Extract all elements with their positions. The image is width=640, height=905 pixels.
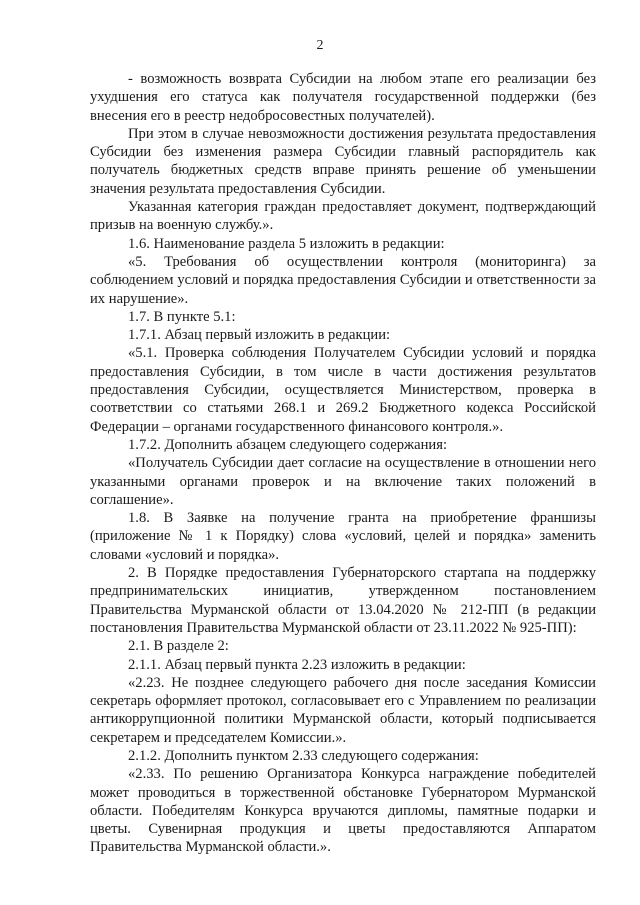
paragraph: - возможность возврата Субсидии на любом этапе его реализации без ухудшения его статуса как получателя государственной поддержки (без внесения его в реестр недобросовестных получателей). bbox=[90, 71, 596, 124]
paragraph: 2.1.2. Дополнить пунктом 2.33 следующего содержания: bbox=[128, 747, 479, 764]
paragraph: Указанная категория граждан предоставляет документ, подтверждающий призыв на военную службу.». bbox=[90, 199, 596, 234]
paragraph: «5.1. Проверка соблюдения Получателем Субсидии условий и порядка предоставления Субсидии, в том числе в части достижения результатов предоставления Субсидии, осуществляется Министерством, проверка в соответствии со статьями 268.1 и 269.2 Бюджетного кодекса Российской Федерации – органами государственного финансового контроля.». bbox=[90, 345, 596, 435]
paragraph: 2.1.1. Абзац первый пункта 2.23 изложить в редакции: bbox=[128, 656, 466, 673]
paragraph: 1.7.1. Абзац первый изложить в редакции: bbox=[128, 327, 391, 344]
paragraph: 1.7.2. Дополнить абзацем следующего содержания: bbox=[128, 436, 448, 453]
paragraph: 1.8. В Заявке на получение гранта на приобретение франшизы (приложение № 1 к Порядку) слова «условий, целей и порядка» заменить словами «условий и порядка». bbox=[90, 510, 596, 563]
paragraph: 1.6. Наименование раздела 5 изложить в редакции: bbox=[128, 235, 445, 252]
paragraph: 2. В Порядке предоставления Губернаторского стартапа на поддержку предпринимательских инициатив, утвержденном постановлением Правительства Мурманской области от 13.04.2020 № 212-ПП (в редакции постановления Правительства Мурманской области от 23.11.2022 № 925-ПП): bbox=[90, 565, 596, 636]
paragraph: 1.7. В пункте 5.1: bbox=[128, 308, 236, 325]
paragraph: «2.33. По решению Организатора Конкурса награждение победителей может проводиться в торжественной обстановке Губернатором Мурманской области. Победителям Конкурса вручаются дипломы, памятные подарки и цветы. Сувенирная продукция и цветы предоставляются Аппаратом Правительства Мурманской области.». bbox=[90, 766, 596, 856]
paragraph: «2.23. Не позднее следующего рабочего дня после заседания Комиссии секретарь оформляет протокол, согласовывает его с Управлением по реализации антикоррупционной политики Мурманской области, который подписывается секретарем и председателем Комиссии.». bbox=[90, 674, 596, 746]
paragraph: 2.1. В разделе 2: bbox=[128, 638, 229, 655]
document-body bbox=[90, 70, 596, 857]
page-number: 2 bbox=[316, 38, 324, 53]
paragraph: «5. Требования об осуществлении контроля (мониторинга) за соблюдением условий и порядка предоставления Субсидии и ответственности за их нарушение». bbox=[90, 253, 596, 307]
paragraph: При этом в случае невозможности достижения результата предоставления Субсидии без изменения размера Субсидии главный распорядитель как получатель бюджетных средств вправе принять решение об уменьшении значения результата предоставления Субсидии. bbox=[90, 125, 596, 197]
paragraph: «Получатель Субсидии дает согласие на осуществление в отношении него указанными органами проверок и на включение таких положений в соглашение». bbox=[90, 455, 596, 508]
